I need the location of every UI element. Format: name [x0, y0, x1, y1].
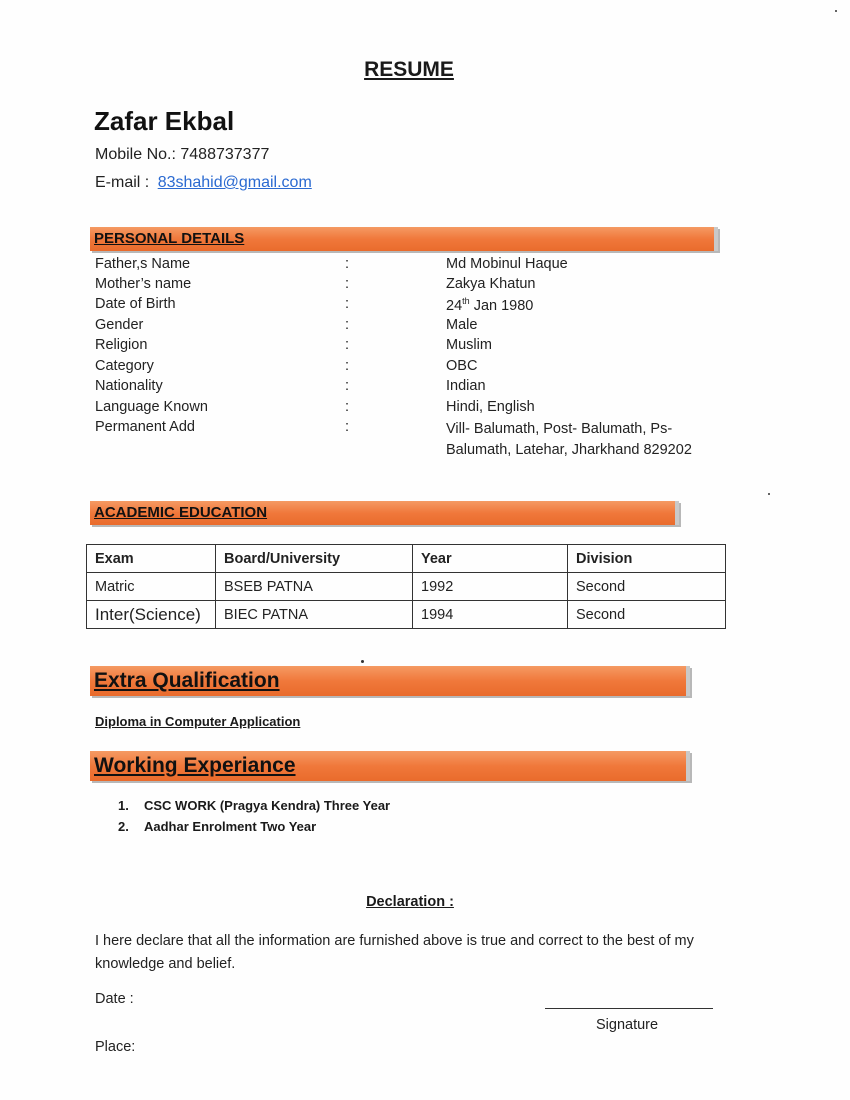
detail-separator: :: [345, 378, 350, 394]
table-header-row: [87, 545, 726, 573]
table-cell: 1992: [413, 573, 568, 601]
extra-qualification-header: [90, 666, 690, 696]
signature-label: Signature: [596, 1017, 659, 1033]
scan-speck: [361, 660, 364, 663]
detail-label: Date of Birth: [95, 296, 176, 312]
working-experience-header: [90, 751, 690, 781]
personal-details-title: PERSONAL DETAILS: [94, 230, 245, 247]
email-label: E-mail :: [95, 174, 150, 191]
detail-label: Gender: [95, 317, 144, 333]
detail-separator: :: [345, 337, 350, 353]
declaration-text: I here declare that all the information are furnished above is true and correct to the best of my knowledge and belief.: [95, 933, 694, 972]
place-label: Place:: [95, 1039, 136, 1055]
signature-line: [545, 1008, 713, 1009]
mobile-line: [95, 146, 269, 164]
academic-education-title: ACADEMIC EDUCATION: [94, 504, 268, 521]
table-cell: Matric: [87, 573, 216, 601]
detail-label: Nationality: [95, 378, 163, 394]
page-title: RESUME: [364, 58, 454, 81]
detail-label: Category: [95, 358, 154, 374]
extra-qualification-item: Diploma in Computer Application: [95, 714, 301, 729]
education-table: [86, 544, 726, 629]
detail-value: Vill- Balumath, Post- Balumath, Ps- Balumath, Latehar, Jharkhand 829202: [446, 421, 692, 458]
extra-qualification-title: Extra Qualification: [94, 669, 280, 692]
work-experience-list: [118, 798, 390, 840]
table-cell: BSEB PATNA: [216, 573, 413, 601]
detail-value: Hindi, English: [446, 399, 535, 415]
mobile-value: 7488737377: [180, 146, 270, 163]
detail-separator: :: [345, 296, 350, 312]
scan-speck: [768, 493, 770, 495]
column-header: Year: [413, 545, 568, 573]
detail-value: Zakya Khatun: [446, 276, 536, 292]
list-item: [118, 798, 390, 819]
detail-label: Father,s Name: [95, 256, 191, 272]
date-label: Date :: [95, 991, 134, 1007]
detail-separator: :: [345, 399, 350, 415]
email-line: [95, 174, 312, 192]
table-cell: 1994: [413, 601, 568, 629]
list-number: 2.: [118, 819, 129, 834]
column-header: Division: [568, 545, 726, 573]
list-number: 1.: [118, 798, 129, 813]
detail-label: Language Known: [95, 399, 208, 415]
dob-day: 24: [446, 297, 463, 314]
column-header: Exam: [87, 545, 216, 573]
dob-suffix: th: [462, 296, 470, 306]
table-cell: Inter(Science): [87, 601, 216, 629]
detail-separator: :: [345, 276, 350, 292]
academic-education-header: [90, 501, 679, 525]
list-text: CSC WORK (Pragya Kendra) Three Year: [144, 798, 391, 813]
working-experience-title: Working Experiance: [94, 754, 296, 777]
detail-value: [446, 296, 736, 314]
detail-separator: :: [345, 256, 350, 272]
dob-rest: Jan 1980: [473, 297, 534, 314]
table-row: [87, 573, 726, 601]
mobile-label: Mobile No.:: [95, 146, 176, 163]
detail-separator: :: [345, 358, 350, 374]
table-cell: Second: [568, 601, 726, 629]
list-item: [118, 819, 390, 840]
detail-value: Md Mobinul Haque: [446, 256, 568, 272]
detail-value: Male: [446, 317, 478, 333]
detail-label: Religion: [95, 337, 148, 353]
applicant-name: Zafar Ekbal: [94, 106, 235, 136]
detail-separator: :: [345, 317, 350, 333]
table-cell: Second: [568, 573, 726, 601]
declaration-title: Declaration :: [366, 894, 454, 910]
detail-value: OBC: [446, 358, 478, 374]
detail-value: Indian: [446, 378, 486, 394]
table-row: [87, 601, 726, 629]
detail-separator: :: [345, 419, 350, 435]
scan-speck: [835, 10, 837, 12]
detail-value: Muslim: [446, 337, 492, 353]
column-header: Board/University: [216, 545, 413, 573]
detail-label: Permanent Add: [95, 419, 195, 435]
email-link[interactable]: 83shahid@gmail.com: [157, 174, 312, 191]
personal-details-header: [90, 227, 718, 251]
detail-label: Mother’s name: [95, 276, 192, 292]
table-cell: BIEC PATNA: [216, 601, 413, 629]
list-text: Aadhar Enrolment Two Year: [144, 819, 317, 834]
